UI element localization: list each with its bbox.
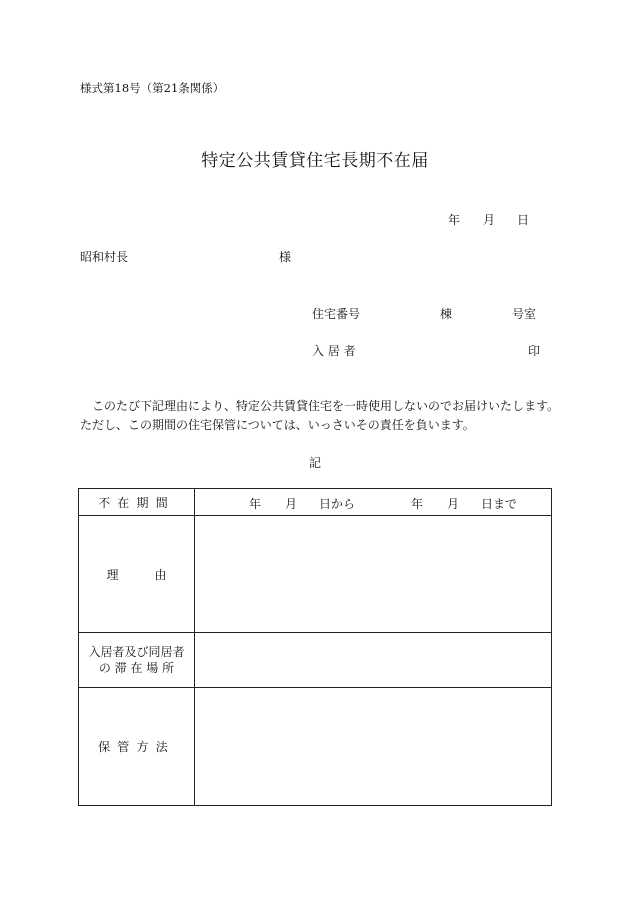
keep-method-label: 保管方法 xyxy=(98,740,175,754)
period-to-month: 月 xyxy=(447,497,460,511)
seal-label: 印 xyxy=(528,344,541,358)
ki-heading: 記 xyxy=(308,456,321,470)
reason-value-cell[interactable] xyxy=(195,516,552,633)
keep-method-value-cell[interactable] xyxy=(195,688,552,806)
reason-label-cell xyxy=(79,516,195,633)
table-row xyxy=(79,489,552,516)
absence-details-table xyxy=(78,488,552,806)
period-from-month: 月 xyxy=(285,497,298,511)
document-title: 特定公共賃貸住宅長期不在届 xyxy=(201,151,429,171)
place-label-line2: の 滞 在 場 所 xyxy=(98,661,175,675)
table-row xyxy=(79,633,552,688)
date-month-label: 月 xyxy=(483,213,496,227)
resident-label: 入 居 者 xyxy=(312,344,356,358)
date-day-label: 日 xyxy=(517,213,530,227)
housing-number-label: 住宅番号 xyxy=(312,307,361,321)
reason-label: 理 由 xyxy=(106,567,167,582)
place-label-line1: 入居者及び同居者 xyxy=(88,645,185,659)
period-from-year: 年 xyxy=(249,497,262,511)
body-text-line2: ただし、この期間の住宅保管については、いっさいその責任を負います。 xyxy=(80,418,475,432)
place-value-cell[interactable] xyxy=(195,633,552,688)
form-number: 様式第18号（第21条関係） xyxy=(80,81,225,95)
table-row xyxy=(79,688,552,806)
room-label: 号室 xyxy=(512,307,537,321)
keep-label-cell xyxy=(79,688,195,806)
body-text-line1: このたび下記理由により、特定公共賃貸住宅を一時使用しないのでお届けいたします。 xyxy=(80,399,560,413)
period-to-year: 年 xyxy=(411,497,424,511)
building-label: 棟 xyxy=(440,307,453,321)
period-label-cell xyxy=(79,489,195,516)
addressee-name: 昭和村長 xyxy=(80,250,129,264)
place-label-cell xyxy=(79,633,195,688)
period-value-cell[interactable] xyxy=(195,489,552,516)
date-year-label: 年 xyxy=(448,213,461,227)
addressee-honorific: 様 xyxy=(279,250,292,264)
period-label: 不在期間 xyxy=(98,495,175,510)
period-to-day: 日まで xyxy=(481,497,518,511)
period-from-day: 日から xyxy=(319,497,356,511)
table-row xyxy=(79,516,552,633)
